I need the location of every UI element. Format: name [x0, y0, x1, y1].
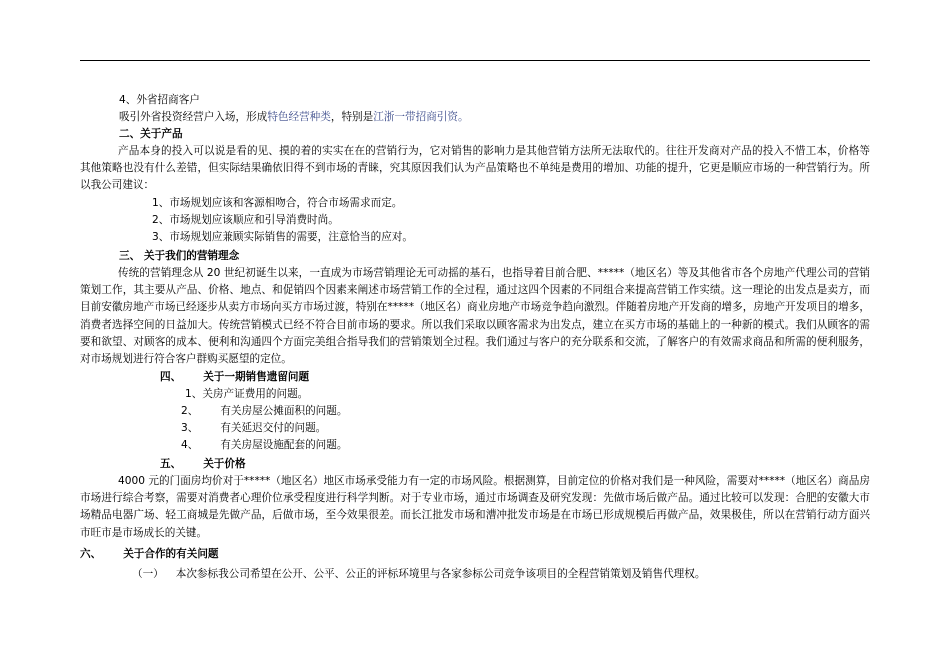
- item4-text-c: ，特别是: [330, 111, 374, 123]
- section4-item-2-text: 有关房屋公摊面积的问题。: [220, 405, 348, 417]
- item4-line: [119, 109, 469, 126]
- section4-item-1-num: 1、: [185, 388, 203, 400]
- section4-item-1-text: 关房产证费用的问题。: [202, 388, 309, 400]
- header-rule: [80, 60, 870, 61]
- section4-item-3: [181, 420, 326, 437]
- section4-title: 关于一期销售遗留问题: [203, 371, 310, 383]
- section2-item-3: 3、市场规划应兼顾实际销售的需要，注意恰当的应对。: [152, 231, 413, 243]
- item4-heading: 4、外省招商客户: [119, 94, 200, 106]
- section4-item-3-text: 有关延迟交付的问题。: [220, 422, 327, 434]
- section6-item-1: [132, 566, 705, 583]
- section4-item-1: [185, 386, 308, 403]
- section4-item-2-num: 2、: [181, 405, 199, 417]
- section4-heading: [160, 369, 309, 386]
- section2-item-1: 1、市场规划应该和客源相吻合，符合市场需求而定。: [152, 197, 403, 209]
- section3-heading: 三、 关于我们的营销理念: [119, 250, 240, 262]
- section2-heading: 二、关于产品: [119, 128, 183, 140]
- section4-num: 四、: [160, 371, 182, 383]
- section4-item-4: [181, 437, 347, 454]
- section4-item-3-num: 3、: [181, 422, 199, 434]
- section6-item-1-num: （一）: [132, 568, 164, 580]
- item4-text-d: 江浙一带招商引资。: [373, 111, 469, 123]
- section2-paragraph: 产品本身的投入可以说是看的见、摸的着的实实在在的营销行为，它对销售的影响力是其他营销方法所无法取代的。往往开发商对产品的投入不惜工本，价格等其他策略也没有什么差错，但实际结果确依旧得不到市场的青睐，究其原因我们认为产品策略也不单纯是费用的增加、功能的提升，它更是顺应市场的一种营销行为。所以我公司建议：: [80, 145, 870, 192]
- section2-item-2: 2、市场规划应该顺应和引导消费时尚。: [152, 214, 339, 226]
- item4-text-a: 吸引外省投资经营户入场，形成: [119, 111, 268, 123]
- section4-item-4-text: 有关房屋设施配套的问题。: [220, 439, 348, 451]
- section6-title: 关于合作的有关问题: [123, 548, 219, 560]
- section5-title: 关于价格: [203, 458, 246, 470]
- section4-item-2: [181, 403, 347, 420]
- section6-num: 六、: [80, 548, 102, 560]
- section5-paragraph: 4000 元的门面房均价对于*****（地区名）地区市场承受能力有一定的市场风险。根据测算，目前定位的价格对我们是一种风险，需要对*****（地区名）商品房市场进行综合考察，需要对消费者心理价位承受程度进行科学判断。对于专业市场，通过市场调查及研究发现：先做市场后做产品。通过比较可以发现：合肥的安徽大市场精品电器广场、轻工商城是先做产品，后做市场，至今效果很差。而长江批发市场和漕冲批发市场是在市场已形成规模后再做产品，效果极佳，所以在营销行动方面兴市旺市是市场成长的关键。: [80, 475, 870, 539]
- section4-item-4-num: 4、: [181, 439, 199, 451]
- section5-heading: [160, 456, 246, 473]
- item4-text-b: 特色经营种类: [267, 111, 331, 123]
- section3-paragraph: 传统的营销理念从 20 世纪初诞生以来，一直成为市场营销理论无可动摇的基石，也指导着目前合肥、*****（地区名）等及其他省市各个房地产代理公司的营销策划工作，其主要从产品、价格、地点、和促销四个因素来阐述市场营销工作的全过程，通过这四个因素的不同组合来提高营销工作实绩。这一理论的出发点是卖方，而目前安徽房地产市场已经逐步从卖方市场向买方市场过渡，特别在*****（地区名）商业房地产市场竞争趋向激烈。伴随着房地产开发商的增多，房地产开发项目的增多，消费者选择空间的日益加大。传统营销模式已经不符合目前市场的要求。所以我们采取以顾客需求为出发点，建立在买方市场的基础上的一种新的模式。我们从顾客的需要和欲望、对顾客的成本、便利和沟通四个方面完美组合指导我们的营销策划全过程。我们通过与客户的充分联系和交流，了解客户的有效需求商品和所需的便利服务，对市场规划进行符合客户群购买愿望的定位。: [80, 267, 870, 366]
- section5-num: 五、: [160, 458, 182, 470]
- section6-item-1-text: 本次参标我公司希望在公开、公平、公正的评标环境里与各家参标公司竞争该项目的全程营销策划及销售代理权。: [175, 568, 706, 580]
- section6-heading: [80, 546, 219, 563]
